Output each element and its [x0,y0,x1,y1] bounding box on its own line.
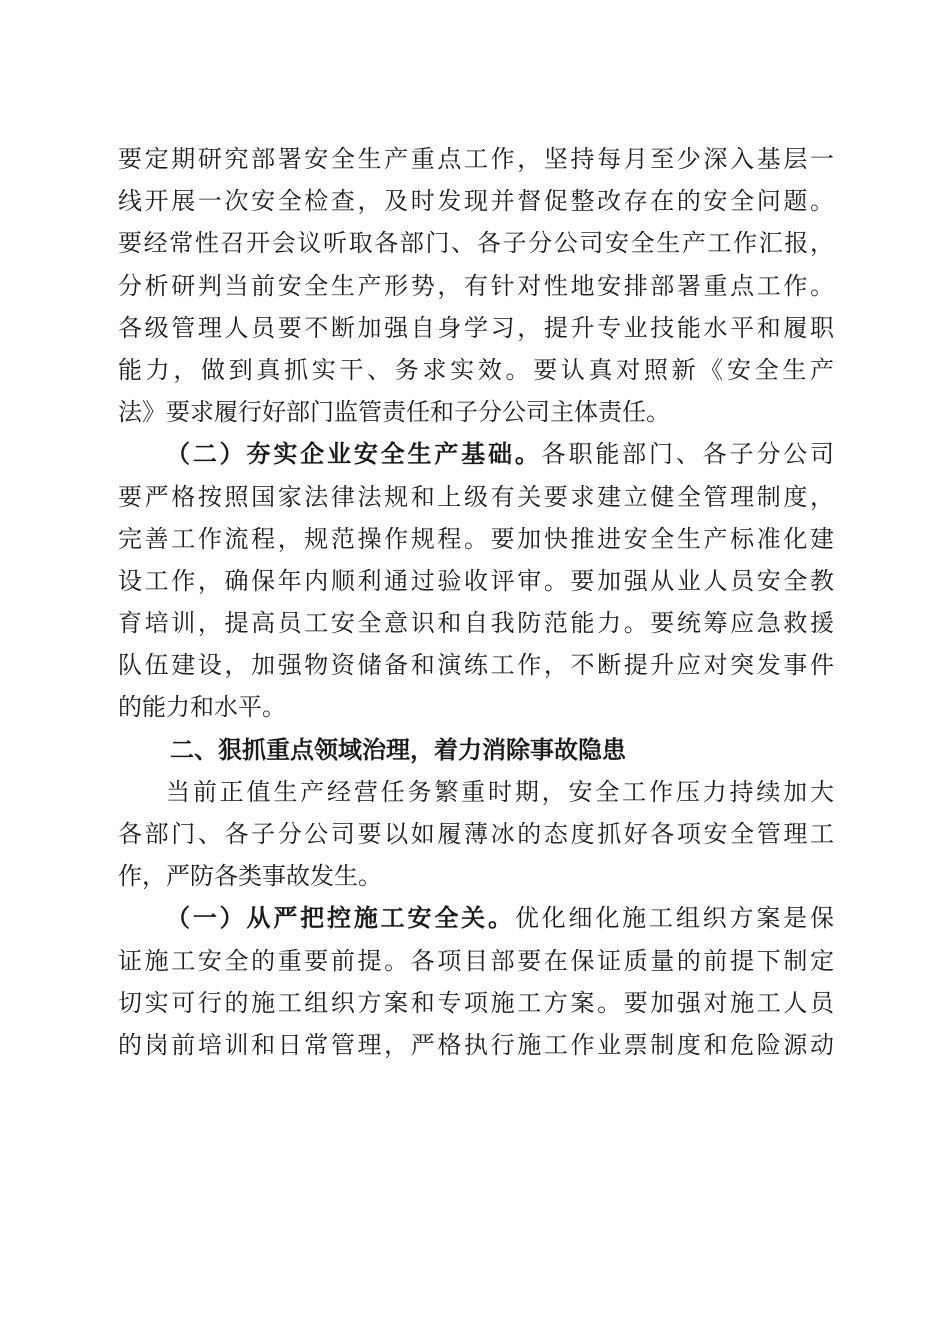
text-line: 能力，做到真抓实干、务求实效。要认真对照新《安全生产 [118,355,834,384]
subheading-2-lead: （二）夯实企业安全生产基础。 [166,440,542,469]
text-run: 优化细化施工组织方案是保 [514,904,835,933]
paragraph-3 [118,771,834,898]
text-line: 育培训，提高员工安全意识和自我防范能力。要统筹应急救援 [118,609,834,638]
text-line [118,433,834,475]
paragraph-4 [118,897,834,1066]
text-line: 的岗前培训和日常管理，严格执行施工作业票制度和危险源动 [118,1030,834,1059]
document-page [118,138,834,1066]
paragraph-2 [118,433,834,728]
text-line: 各级管理人员要不断加强自身学习，提升专业技能水平和履职 [118,313,834,342]
text-line: 分析研判当前安全生产形势，有针对性地安排部署重点工作。 [118,271,834,300]
text-line: 要严格按照国家法律法规和上级有关要求建立健全管理制度， [118,482,834,511]
text-line: 完善工作流程，规范操作规程。要加快推进安全生产标准化建 [118,524,834,553]
text-line [118,897,834,939]
text-line: 证施工安全的重要前提。各项目部要在保证质量的前提下制定 [118,946,834,975]
text-line: 队伍建设，加强物资储备和演练工作，不断提升应对突发事件 [118,651,834,680]
paragraph-1 [118,138,834,433]
text-line: 线开展一次安全检查，及时发现并督促整改存在的安全问题。 [118,187,834,216]
text-run: 各职能部门、各子分公司 [541,440,835,469]
text-line: 要定期研究部署安全生产重点工作，坚持每月至少深入基层一 [118,145,834,173]
section-heading-2 [118,729,834,771]
text-line: 要经常性召开会议听取各部门、各子分公司安全生产工作汇报， [118,229,834,258]
text-line: 作，严防各类事故发生。 [118,862,382,891]
text-line: 法》要求履行好部门监管责任和子分公司主体责任。 [118,398,670,427]
text-line: 设工作，确保年内顺利通过验收评审。要加强从业人员安全教 [118,566,834,595]
heading-text: 二、狠抓重点领域治理，着力消除事故隐患 [170,735,626,764]
text-line: 各部门、各子分公司要以如履薄冰的态度抓好各项安全管理工 [118,820,834,848]
subheading-4-lead: （一）从严把控施工安全关。 [166,904,515,933]
text-line: 当前正值生产经营任务繁重时期，安全工作压力持续加大 [166,777,834,806]
text-line: 切实可行的施工组织方案和专项施工方案。要加强对施工人员 [118,988,834,1017]
text-line: 的能力和水平。 [118,693,286,722]
